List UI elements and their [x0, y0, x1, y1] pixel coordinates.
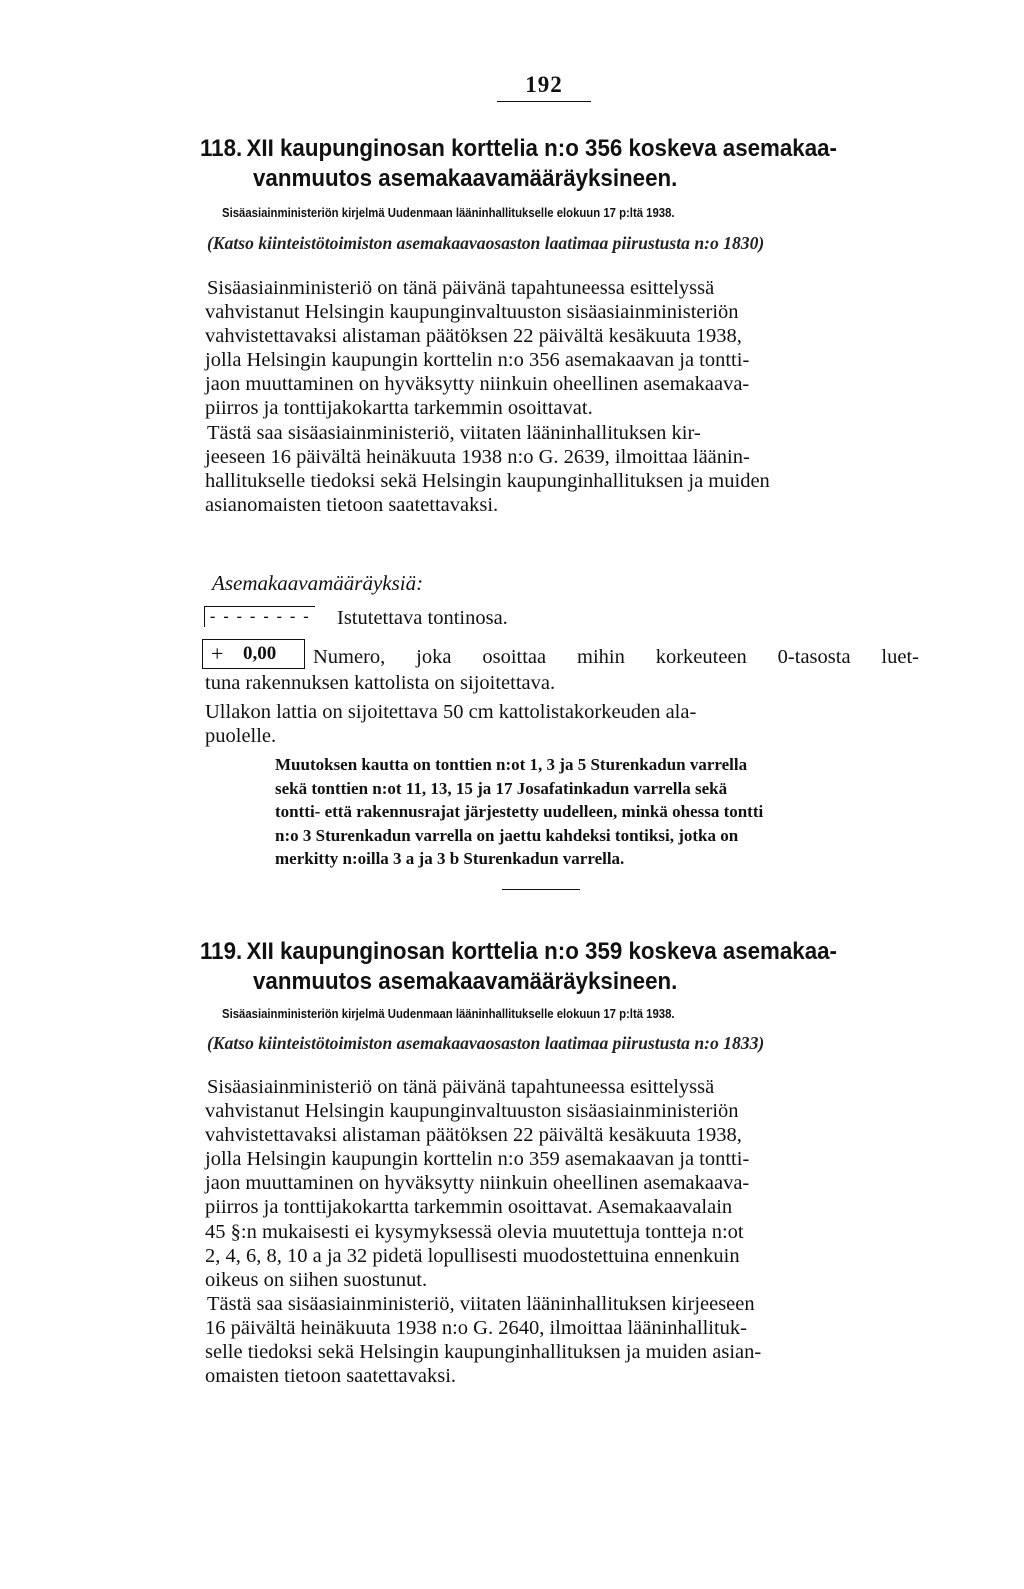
body-line: Ullakon lattia on sijoitettava 50 cm kattolistakorkeuden ala- — [205, 701, 697, 723]
body-line: asianomaisten tietoon saatettavaksi. — [205, 493, 499, 516]
body-line: jaon muuttaminen on hyväksytty niinkuin oheellinen asemakaava- — [205, 373, 750, 396]
title-line-2: vanmuutos asemakaavamääräyksineen. — [253, 165, 678, 192]
attic-regulation — [205, 700, 920, 748]
legend-text-elevation-2: tuna rakennuksen kattolista on sijoitettava. — [205, 672, 556, 694]
body-line: puolelle. — [205, 725, 277, 748]
page-number-rule — [497, 101, 591, 102]
note-line: sekä tonttien n:ot 11, 13, 15 ja 17 Josafatinkadun varrella sekä — [275, 778, 728, 798]
body-line: selle tiedoksi sekä Helsingin kaupunginhallituksen ja muiden asian- — [205, 1341, 762, 1364]
legend-symbol-planting — [204, 606, 315, 627]
legend-text-elevation-1: Numero, joka osoittaa mihin korkeuteen 0-tasosta luet- — [313, 646, 919, 668]
plus-symbol: + — [211, 641, 224, 666]
section-119-body — [205, 1075, 920, 1388]
section-119-reference: (Katso kiinteistötoimiston asemakaavaosaston laatimaa piirustusta n:o 1833) — [207, 1033, 765, 1053]
title-line-1: XII kaupunginosan korttelia n:o 359 koskeva asemakaa- — [246, 938, 837, 965]
body-line: 45 §:n mukaisesti ei kysymyksessä olevia muutettuja tontteja n:ot — [205, 1220, 744, 1243]
note-line: Muutoksen kautta on tonttien n:ot 1, 3 ja 5 Sturenkadun varrella — [275, 755, 748, 774]
body-line: hallitukselle tiedoksi sekä Helsingin kaupunginhallituksen ja muiden — [205, 469, 770, 492]
body-line: jolla Helsingin kaupungin korttelin n:o 356 asemakaavan ja tontti- — [205, 349, 750, 372]
legend-text-planting: Istutettava tontinosa. — [337, 607, 508, 629]
body-line: oikeus on siihen suostunut. — [205, 1268, 428, 1291]
body-line: piirros ja tonttijakokartta tarkemmin osoittavat. — [205, 397, 593, 420]
section-118-title — [200, 134, 888, 194]
section-118-body — [205, 276, 920, 517]
section-118-source: Sisäasiainministeriön kirjelmä Uudenmaan lääninhallitukselle elokuun 17 p:ltä 1938. — [222, 205, 675, 220]
body-line: piirros ja tonttijakokartta tarkemmin osoittavat. Asemakaavalain — [205, 1196, 733, 1219]
title-line-1: XII kaupunginosan korttelia n:o 356 koskeva asemakaa- — [246, 135, 837, 162]
section-number: 118. — [200, 135, 243, 162]
body-line: Tästä saa sisäasiainministeriö, viitaten lääninhallituksen kirjeeseen — [207, 1292, 755, 1315]
change-note — [275, 753, 918, 871]
body-line: vahvistanut Helsingin kaupunginvaltuuston sisäasiainministeriön — [205, 301, 739, 324]
dashed-line-symbol: - - - - - - - - — [210, 608, 311, 625]
body-line: vahvistanut Helsingin kaupunginvaltuuston sisäasiainministeriön — [205, 1100, 739, 1123]
body-line: jaon muuttaminen on hyväksytty niinkuin oheellinen asemakaava- — [205, 1172, 750, 1195]
body-line: vahvistettavaksi alistaman päätöksen 22 päivältä kesäkuuta 1938, — [205, 325, 742, 348]
body-line: Tästä saa sisäasiainministeriö, viitaten lääninhallituksen kir- — [207, 421, 701, 444]
section-number: 119. — [200, 938, 243, 965]
page-number: 192 — [525, 72, 563, 97]
legend-symbol-elevation — [202, 639, 305, 669]
body-line: 2, 4, 6, 8, 10 a ja 32 pidetä lopullisesti muodostettuina ennenkuin — [205, 1244, 740, 1267]
regulations-heading: Asemakaavamääräyksiä: — [212, 571, 424, 595]
section-118-reference: (Katso kiinteistötoimiston asemakaavaosaston laatimaa piirustusta n:o 1830) — [207, 233, 765, 253]
body-line: omaisten tietoon saatettavaksi. — [205, 1365, 457, 1388]
body-line: vahvistettavaksi alistaman päätöksen 22 päivältä kesäkuuta 1938, — [205, 1124, 742, 1147]
section-119-title — [200, 937, 888, 997]
title-line-2: vanmuutos asemakaavamääräyksineen. — [253, 968, 678, 995]
body-line: Sisäasiainministeriö on tänä päivänä tapahtuneessa esittelyssä — [207, 1076, 715, 1098]
section-119-source: Sisäasiainministeriön kirjelmä Uudenmaan lääninhallitukselle elokuun 17 p:ltä 1938. — [222, 1006, 675, 1021]
note-line: tontti- että rakennusrajat järjestetty uudelleen, minkä ohessa tontti — [275, 802, 764, 821]
section-divider — [502, 889, 580, 890]
elevation-value: 0,00 — [243, 643, 277, 664]
note-line: n:o 3 Sturenkadun varrella on jaettu kahdeksi tontiksi, jotka on — [275, 825, 739, 845]
body-line: Sisäasiainministeriö on tänä päivänä tapahtuneessa esittelyssä — [207, 277, 715, 299]
note-line: merkitty n:oilla 3 a ja 3 b Sturenkadun varrella. — [275, 849, 625, 868]
body-line: jolla Helsingin kaupungin korttelin n:o 359 asemakaavan ja tontti- — [205, 1148, 750, 1171]
body-line: jeeseen 16 päivältä heinäkuuta 1938 n:o G. 2639, ilmoittaa läänin- — [205, 445, 750, 468]
body-line: 16 päivältä heinäkuuta 1938 n:o G. 2640, ilmoittaa lääninhallituk- — [205, 1316, 747, 1339]
